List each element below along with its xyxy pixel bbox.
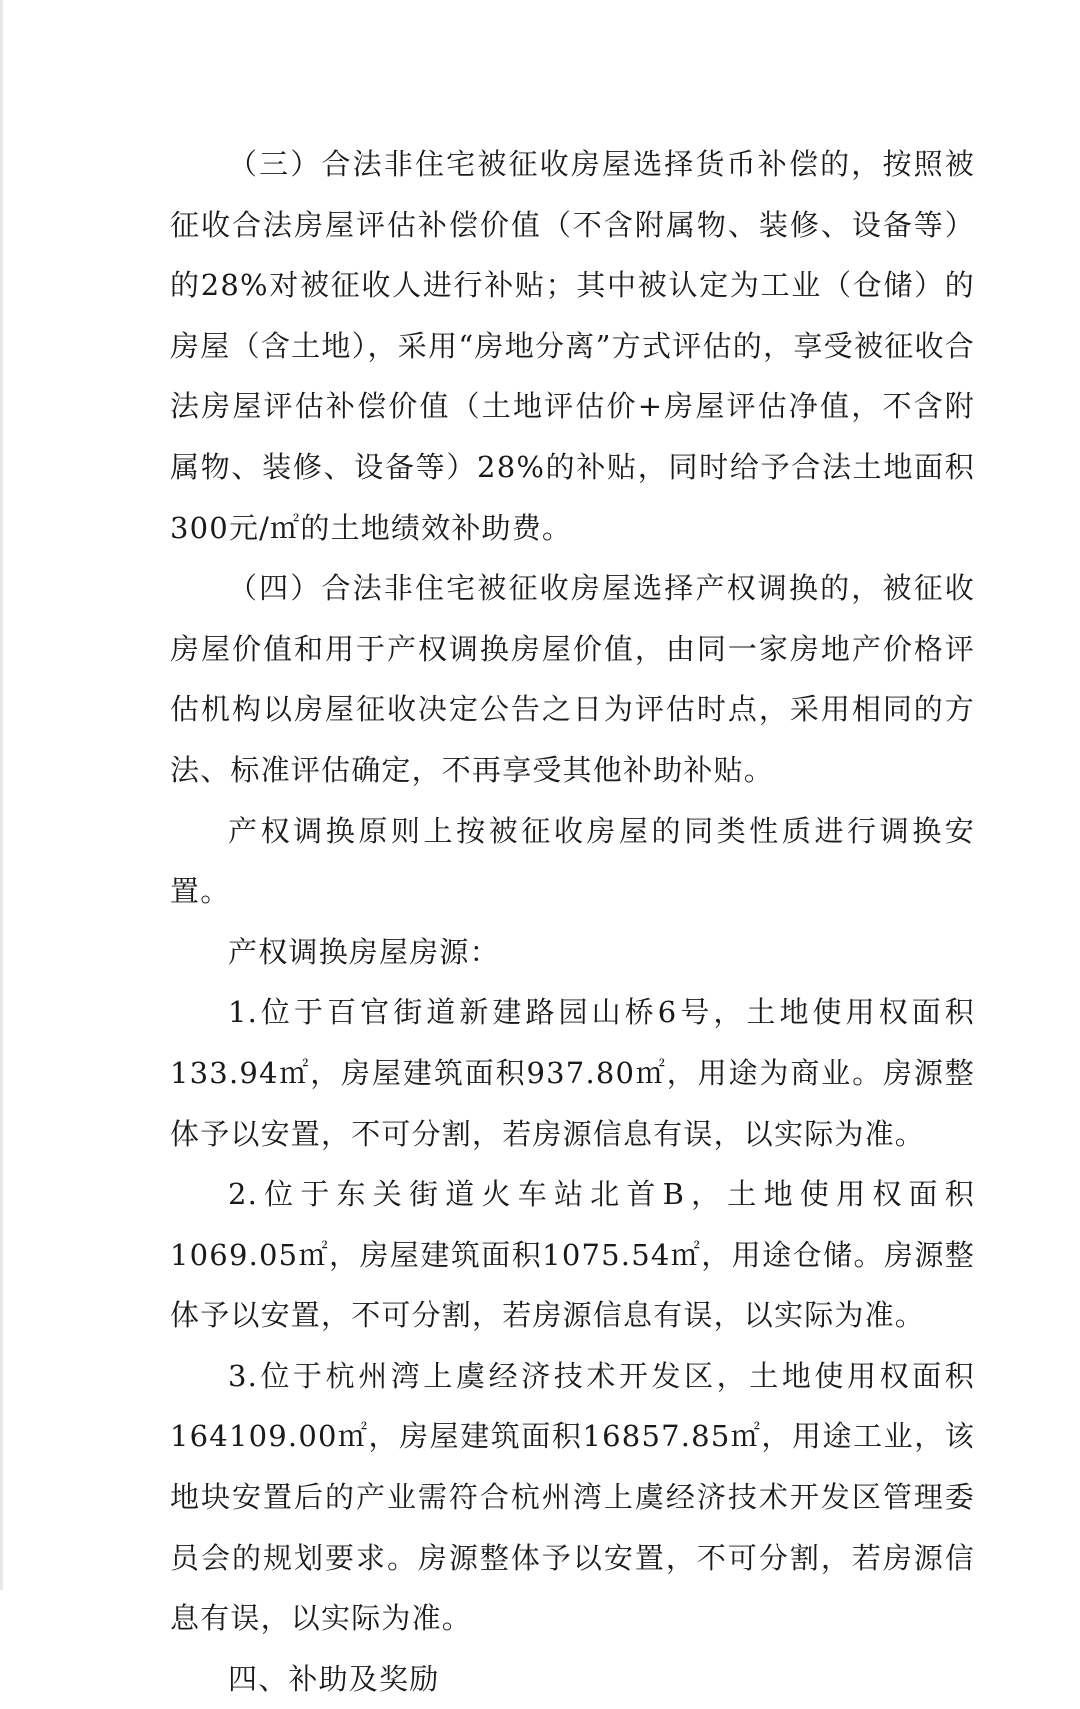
paragraph-source-3: 3.位于杭州湾上虞经济技术开发区，土地使用权面积164109.00㎡，房屋建筑面积16857.85㎡，用途工业，该地块安置后的产业需符合杭州湾上虞经济技术开发区管理委员会的规划要求。房源整体予以安置，不可分割，若房源信息有误，以实际为准。: [170, 1358, 975, 1636]
paragraph-property-exchange: （四）合法非住宅被征收房屋选择产权调换的，被征收房屋价值和用于产权调换房屋价值，由同一家房地产价格评估机构以房屋征收决定公告之日为评估时点，采用相同的方法、标准评估确定，不再享受其他补助补贴。: [170, 571, 975, 787]
section-heading-subsidies: 四、补助及奖励: [228, 1661, 440, 1696]
document-body: [170, 134, 975, 1709]
paragraph-exchange-principle: 产权调换原则上按被征收房屋的同类性质进行调换安置。: [170, 813, 975, 909]
paragraph-currency-compensation: （三）合法非住宅被征收房屋选择货币补偿的，按照被征收合法房屋评估补偿价值（不含附属物、装修、设备等）的28%对被征收人进行补贴；其中被认定为工业（仓储）的房屋（含土地），采用“房地分离”方式评估的，享受被征收合法房屋评估补偿价值（土地评估价+房屋评估净值，不含附属物、装修、设备等）28%的补贴，同时给予合法土地面积300元/㎡的土地绩效补助费。: [170, 147, 975, 545]
paragraph-source-1: 1.位于百官街道新建路园山桥6号，土地使用权面积133.94㎡，房屋建筑面积937.80㎡，用途为商业。房源整体予以安置，不可分割，若房源信息有误，以实际为准。: [170, 995, 975, 1151]
scan-edge: [0, 0, 3, 1590]
paragraph-source-2: 2.位于东关街道火车站北首B，土地使用权面积1069.05㎡，房屋建筑面积1075.54㎡，用途仓储。房源整体予以安置，不可分割，若房源信息有误，以实际为准。: [170, 1177, 975, 1333]
paragraph-housing-sources-heading: 产权调换房屋房源：: [228, 934, 500, 969]
